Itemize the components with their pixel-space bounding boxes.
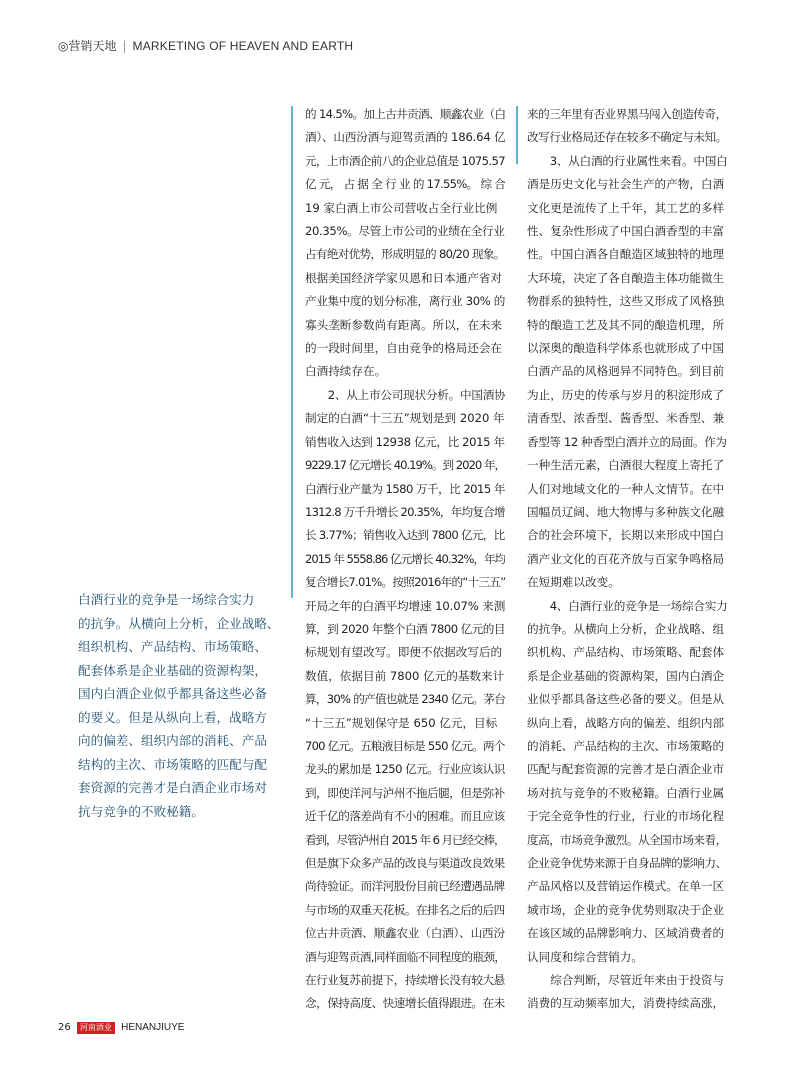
pull-quote-line: 配套体系是企业基础的资源构架， — [78, 662, 267, 678]
text-line: 近千亿的落差尚有不小的困难。而且应该 — [305, 809, 505, 824]
text-line: 性、复杂性形成了中国白酒香型的丰富 — [527, 224, 725, 239]
text-line: 文化更是流传了上千年，其工艺的多样 — [527, 200, 725, 215]
pull-quote — [78, 588, 286, 823]
text-line: 龙头的累加是 1250 亿元。行业应该认识 — [305, 762, 505, 777]
text-line: 的消耗、产品结构的主次、市场策略的 — [527, 738, 725, 753]
pull-quote-line: 抗与竞争的不败秘籍。 — [78, 803, 204, 819]
text-line: 9229.17 亿元增长 40.19%。到 2020 年， — [305, 458, 505, 473]
text-line: 清香型、浓香型、酱香型、米香型、兼 — [527, 411, 725, 426]
text-line: 数值，依据目前 7800 亿元的基数来计 — [305, 668, 505, 683]
text-line: “十三五”规划保守是 650 亿元，目标 — [305, 715, 498, 730]
text-line: 改写行业格局还存在较多不确定与未知。 — [527, 130, 727, 145]
text-line: 算，30% 的产值也就是 2340 亿元。茅台 — [305, 692, 505, 707]
text-line: 大环境，决定了各自酿造主体功能微生 — [527, 270, 725, 285]
text-line: 在该区域的品牌影响力、区域消费者的 — [527, 926, 725, 941]
magazine-name-cn: 河南酒业 — [77, 1022, 115, 1034]
section-title-cn: ◎营销天地 — [58, 39, 117, 53]
text-line: 标规划有望改写。即便不依据改写后的 — [305, 645, 503, 660]
text-line: 来的三年里有否业界黑马闯入创造传奇， — [527, 107, 727, 121]
text-line: 产业集中度的划分标准，离行业 30% 的 — [305, 294, 505, 309]
text-line: 占有绝对优势，形成明显的 80/20 现象。 — [305, 247, 505, 262]
text-line: 20.35%。尽管上市公司的业绩在全行业 — [305, 224, 505, 239]
running-header — [58, 38, 353, 54]
text-line: 白酒持续存在。 — [305, 364, 387, 379]
pull-quote-line: 向的偏差、组织内部的消耗、产品 — [78, 733, 267, 748]
text-line: 的抗争。从横向上分析，企业战略、组 — [527, 621, 725, 636]
text-line: 酒产业文化的百花齐放与百家争鸣格局 — [527, 551, 725, 566]
text-line: 国幅员辽阔、地大物博与多种族文化融 — [527, 504, 725, 519]
text-line: 3、从白酒的行业属性来看。中国白 — [527, 153, 727, 168]
article-column-right — [527, 103, 727, 1016]
pull-quote-line: 组织机构、产品结构、市场策略、 — [78, 639, 267, 654]
text-line: 在短期难以改变。 — [527, 575, 620, 590]
text-line: 位古井贡酒、顺鑫农业（白酒）、山西汾 — [305, 926, 505, 941]
text-line: 制定的白酒“十三五”规划是到 2020 年 — [305, 411, 505, 426]
text-line: 产品风格以及营销运作模式。在单一区 — [527, 879, 725, 894]
text-line: 复合增长7.01%。按照2016年的“十三五” — [305, 575, 505, 590]
text-line: 到，即使洋河与泸州不拖后腿，但是弥补 — [305, 785, 505, 800]
pull-quote-line: 国内白酒企业似乎都具备这些必备 — [78, 686, 267, 701]
column-rule-left — [291, 106, 293, 598]
text-line: 消费的互动频率加大，消费持续高涨， — [527, 996, 725, 1011]
magazine-name-en: HENANJIUYE — [121, 1022, 185, 1033]
text-line: 度高，市场竞争激烈。从全国市场来看， — [527, 832, 727, 847]
text-line: 销售收入达到 12938 亿元，比 2015 年 — [305, 434, 505, 449]
text-line: 元，上市酒企前八的企业总值是 1075.57 — [305, 153, 505, 168]
text-line: 根据美国经济学家贝恩和日本通产省对 — [305, 270, 503, 285]
article-column-middle — [305, 103, 505, 1016]
text-line: 1312.8 万千升增长 20.35%，年均复合增 — [305, 504, 505, 519]
text-line: 19 家白酒上市公司营收占全行业比例 — [305, 200, 498, 215]
text-line: 性。中国白酒各自酿造区域独特的地理 — [527, 247, 725, 262]
text-line: 开局之年的白酒平均增速 10.07% 来测 — [305, 598, 505, 613]
text-line: 匹配与配套资源的完善才是白酒企业市 — [527, 762, 725, 777]
section-title-en: MARKETING OF HEAVEN AND EARTH — [132, 39, 354, 53]
text-line: 场对抗与竞争的不败秘籍。白酒行业属 — [527, 785, 725, 800]
pull-quote-line: 白酒行业的竞争是一场综合实力 — [78, 592, 255, 607]
pull-quote-line: 的抗争。从横向上分析，企业战略、 — [78, 615, 280, 631]
text-line: 域市场，企业的竞争优势则取决于企业 — [527, 902, 725, 917]
text-line: 白酒行业产量为 1580 万千，比 2015 年 — [305, 481, 505, 496]
text-line: 寡头垄断参数尚有距离。所以，在未来 — [305, 317, 503, 332]
text-line: 织机构、产品结构、市场策略、配套体 — [527, 645, 725, 660]
pull-quote-line: 套资源的完善才是白酒企业市场对 — [78, 780, 267, 795]
column-rule-right — [516, 106, 518, 164]
text-line: 酒）、山西汾酒与迎驾贡酒的 186.64 亿 — [305, 130, 505, 145]
text-line: 算，到 2020 年整个白酒 7800 亿元的目 — [305, 621, 505, 636]
pull-quote-line: 的要义。但是从纵向上看，战略方 — [78, 709, 267, 725]
text-line: 企业竞争优势来源于自身品牌的影响力、 — [527, 856, 727, 870]
text-line: 为止，历史的传承与岁月的积淀形成了 — [527, 387, 725, 402]
text-line: 与市场的双重天花板。在排名之后的后四 — [305, 902, 505, 917]
text-line: 人们对地域文化的一种人文情节。在中 — [527, 481, 725, 496]
text-line: 在行业复苏前提下，持续增长没有较大悬 — [305, 973, 505, 988]
text-line: 的一段时间里，自由竞争的格局还会在 — [305, 341, 503, 356]
text-line: 酒是历史文化与社会生产的产物，白酒 — [527, 177, 725, 192]
text-line: 的 14.5%。加上古井贡酒、顺鑫农业（白 — [305, 107, 505, 121]
text-line: 合的社会环境下，长期以来形成中国白 — [527, 528, 725, 543]
text-line: 2、从上市公司现状分析。中国酒协 — [305, 387, 505, 402]
page-footer — [58, 1022, 184, 1034]
text-line: 认同度和综合营销力。 — [527, 949, 643, 964]
text-line: 一种生活元素，白酒很大程度上寄托了 — [527, 458, 725, 473]
text-line: 业似乎都具备这些必备的要义。但是从 — [527, 692, 725, 707]
text-line: 念，保持高度、快速增长值得跟进。在未 — [305, 996, 505, 1011]
text-line: 特的酿造工艺及其不同的酿造机理，所 — [527, 317, 725, 332]
text-line: 看到，尽管泸州自 2015 年 6 月已经交棒， — [305, 832, 505, 847]
text-line: 亿 元， 占 据 全 行 业 的 17.55%。 综 合 — [305, 177, 505, 192]
text-line: 纵向上看，战略方向的偏差、组织内部 — [527, 715, 725, 730]
text-line: 白酒产品的风格迥异不同特色。到目前 — [527, 364, 725, 379]
text-line: 4、白酒行业的竞争是一场综合实力 — [527, 598, 727, 613]
text-line: 700 亿元。五粮液目标是 550 亿元。两个 — [305, 738, 505, 753]
text-line: 系是企业基础的资源构架，国内白酒企 — [527, 668, 725, 683]
header-divider: | — [122, 39, 127, 53]
text-line: 2015 年 5558.86 亿元增长 40.32%，年均 — [305, 551, 505, 566]
pull-quote-line: 结构的主次、市场策略的匹配与配 — [78, 756, 267, 772]
text-line: 以深奥的酿造科学体系也就形成了中国 — [527, 341, 725, 356]
text-line: 香型等 12 种香型白酒并立的局面。作为 — [527, 434, 727, 449]
text-line: 但是旗下众多产品的改良与渠道改良效果 — [305, 856, 505, 870]
text-line: 物群系的独特性，这些又形成了风格独 — [527, 294, 725, 309]
text-line: 酒与迎驾贡酒,同样面临不同程度的瓶颈， — [305, 949, 505, 964]
text-line: 综合判断，尽管近年来由于投资与 — [527, 973, 725, 988]
text-line: 长 3.77%；销售收入达到 7800 亿元，比 — [305, 528, 505, 543]
page-number: 26 — [58, 1022, 71, 1033]
text-line: 于完全竞争性的行业，行业的市场化程 — [527, 809, 725, 824]
text-line: 尚待验证。而洋河股份目前已经遭遇品牌 — [305, 879, 505, 894]
